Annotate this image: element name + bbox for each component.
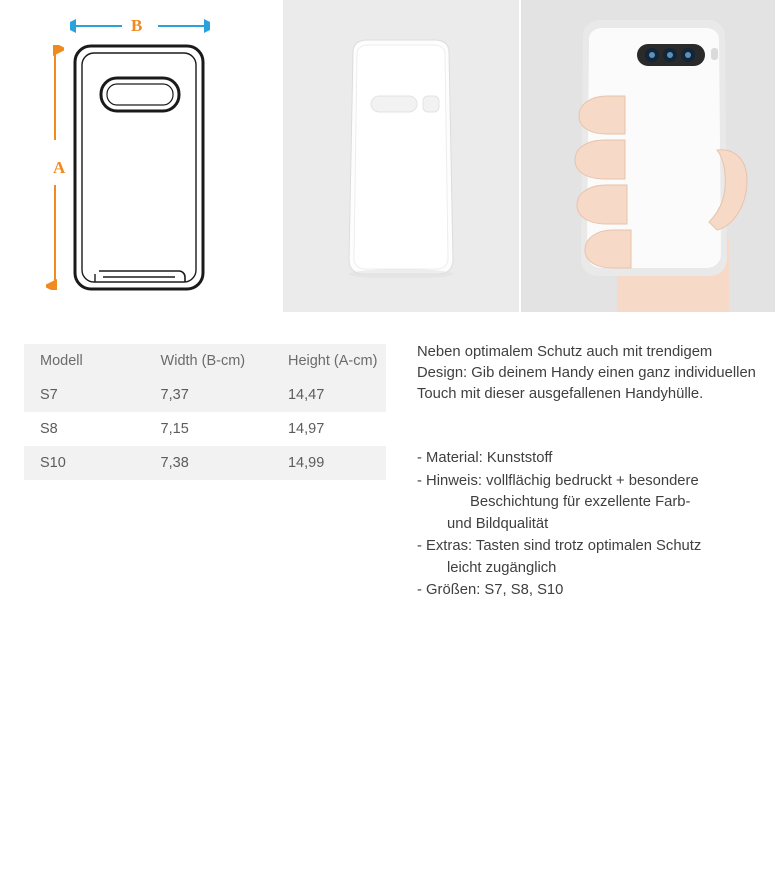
- spec-item-extras: [417, 536, 762, 579]
- description-paragraph: Neben optimalem Schutz auch mit trendigem Design: Gib deinem Handy einen ganz individuellen Touch mit dieser ausgefallenen Handyhülle.: [417, 344, 756, 402]
- size-table-body: [24, 378, 386, 480]
- case-outline-drawing: [73, 44, 205, 291]
- cell-height: 14,47: [272, 378, 386, 412]
- spec-list: [417, 448, 762, 602]
- header-height: Height (A-cm): [272, 344, 386, 378]
- product-image-row: [0, 0, 777, 312]
- header-width: Width (B-cm): [145, 344, 272, 378]
- white-case-photo: [343, 38, 459, 278]
- spec-item-material: [417, 448, 762, 470]
- width-label: B: [131, 16, 143, 35]
- cell-width: 7,38: [145, 446, 272, 480]
- spec-cont2: leicht zugänglich: [447, 559, 557, 576]
- spec-item-hinweis: [417, 471, 762, 536]
- spec-cont: Beschichtung für exzellente Farb-: [470, 494, 691, 510]
- product-photo-panel: [283, 0, 519, 312]
- dimension-diagram-panel: [0, 0, 281, 312]
- cell-width: 7,15: [145, 412, 272, 446]
- table-row: [24, 378, 386, 412]
- description-block: [417, 342, 762, 603]
- spec-item-groessen: [417, 580, 762, 602]
- spec-main: - Hinweis: vollflächig bedruckt + besondere: [417, 472, 699, 489]
- spec-main: - Extras: Tasten sind trotz optimalen Schutz: [417, 538, 702, 554]
- spec-main: - Größen: S7, S8, S10: [417, 582, 564, 598]
- size-table: [24, 344, 386, 480]
- cell-model: S8: [24, 412, 145, 446]
- height-label: A: [53, 158, 66, 177]
- spec-cont2: und Bildqualität: [447, 515, 549, 532]
- cell-model: S7: [24, 378, 145, 412]
- cell-height: 14,99: [272, 446, 386, 480]
- cell-model: S10: [24, 446, 145, 480]
- cell-height: 14,97: [272, 412, 386, 446]
- spec-main: - Material: Kunststoff: [417, 450, 553, 466]
- table-header-row: [24, 344, 386, 378]
- table-row: [24, 446, 386, 480]
- cell-width: 7,37: [145, 378, 272, 412]
- header-model: Modell: [24, 344, 145, 378]
- lifestyle-photo-panel: [521, 0, 775, 312]
- hand-holding-case-photo: [521, 0, 775, 312]
- size-table-head: [24, 344, 386, 378]
- table-row: [24, 412, 386, 446]
